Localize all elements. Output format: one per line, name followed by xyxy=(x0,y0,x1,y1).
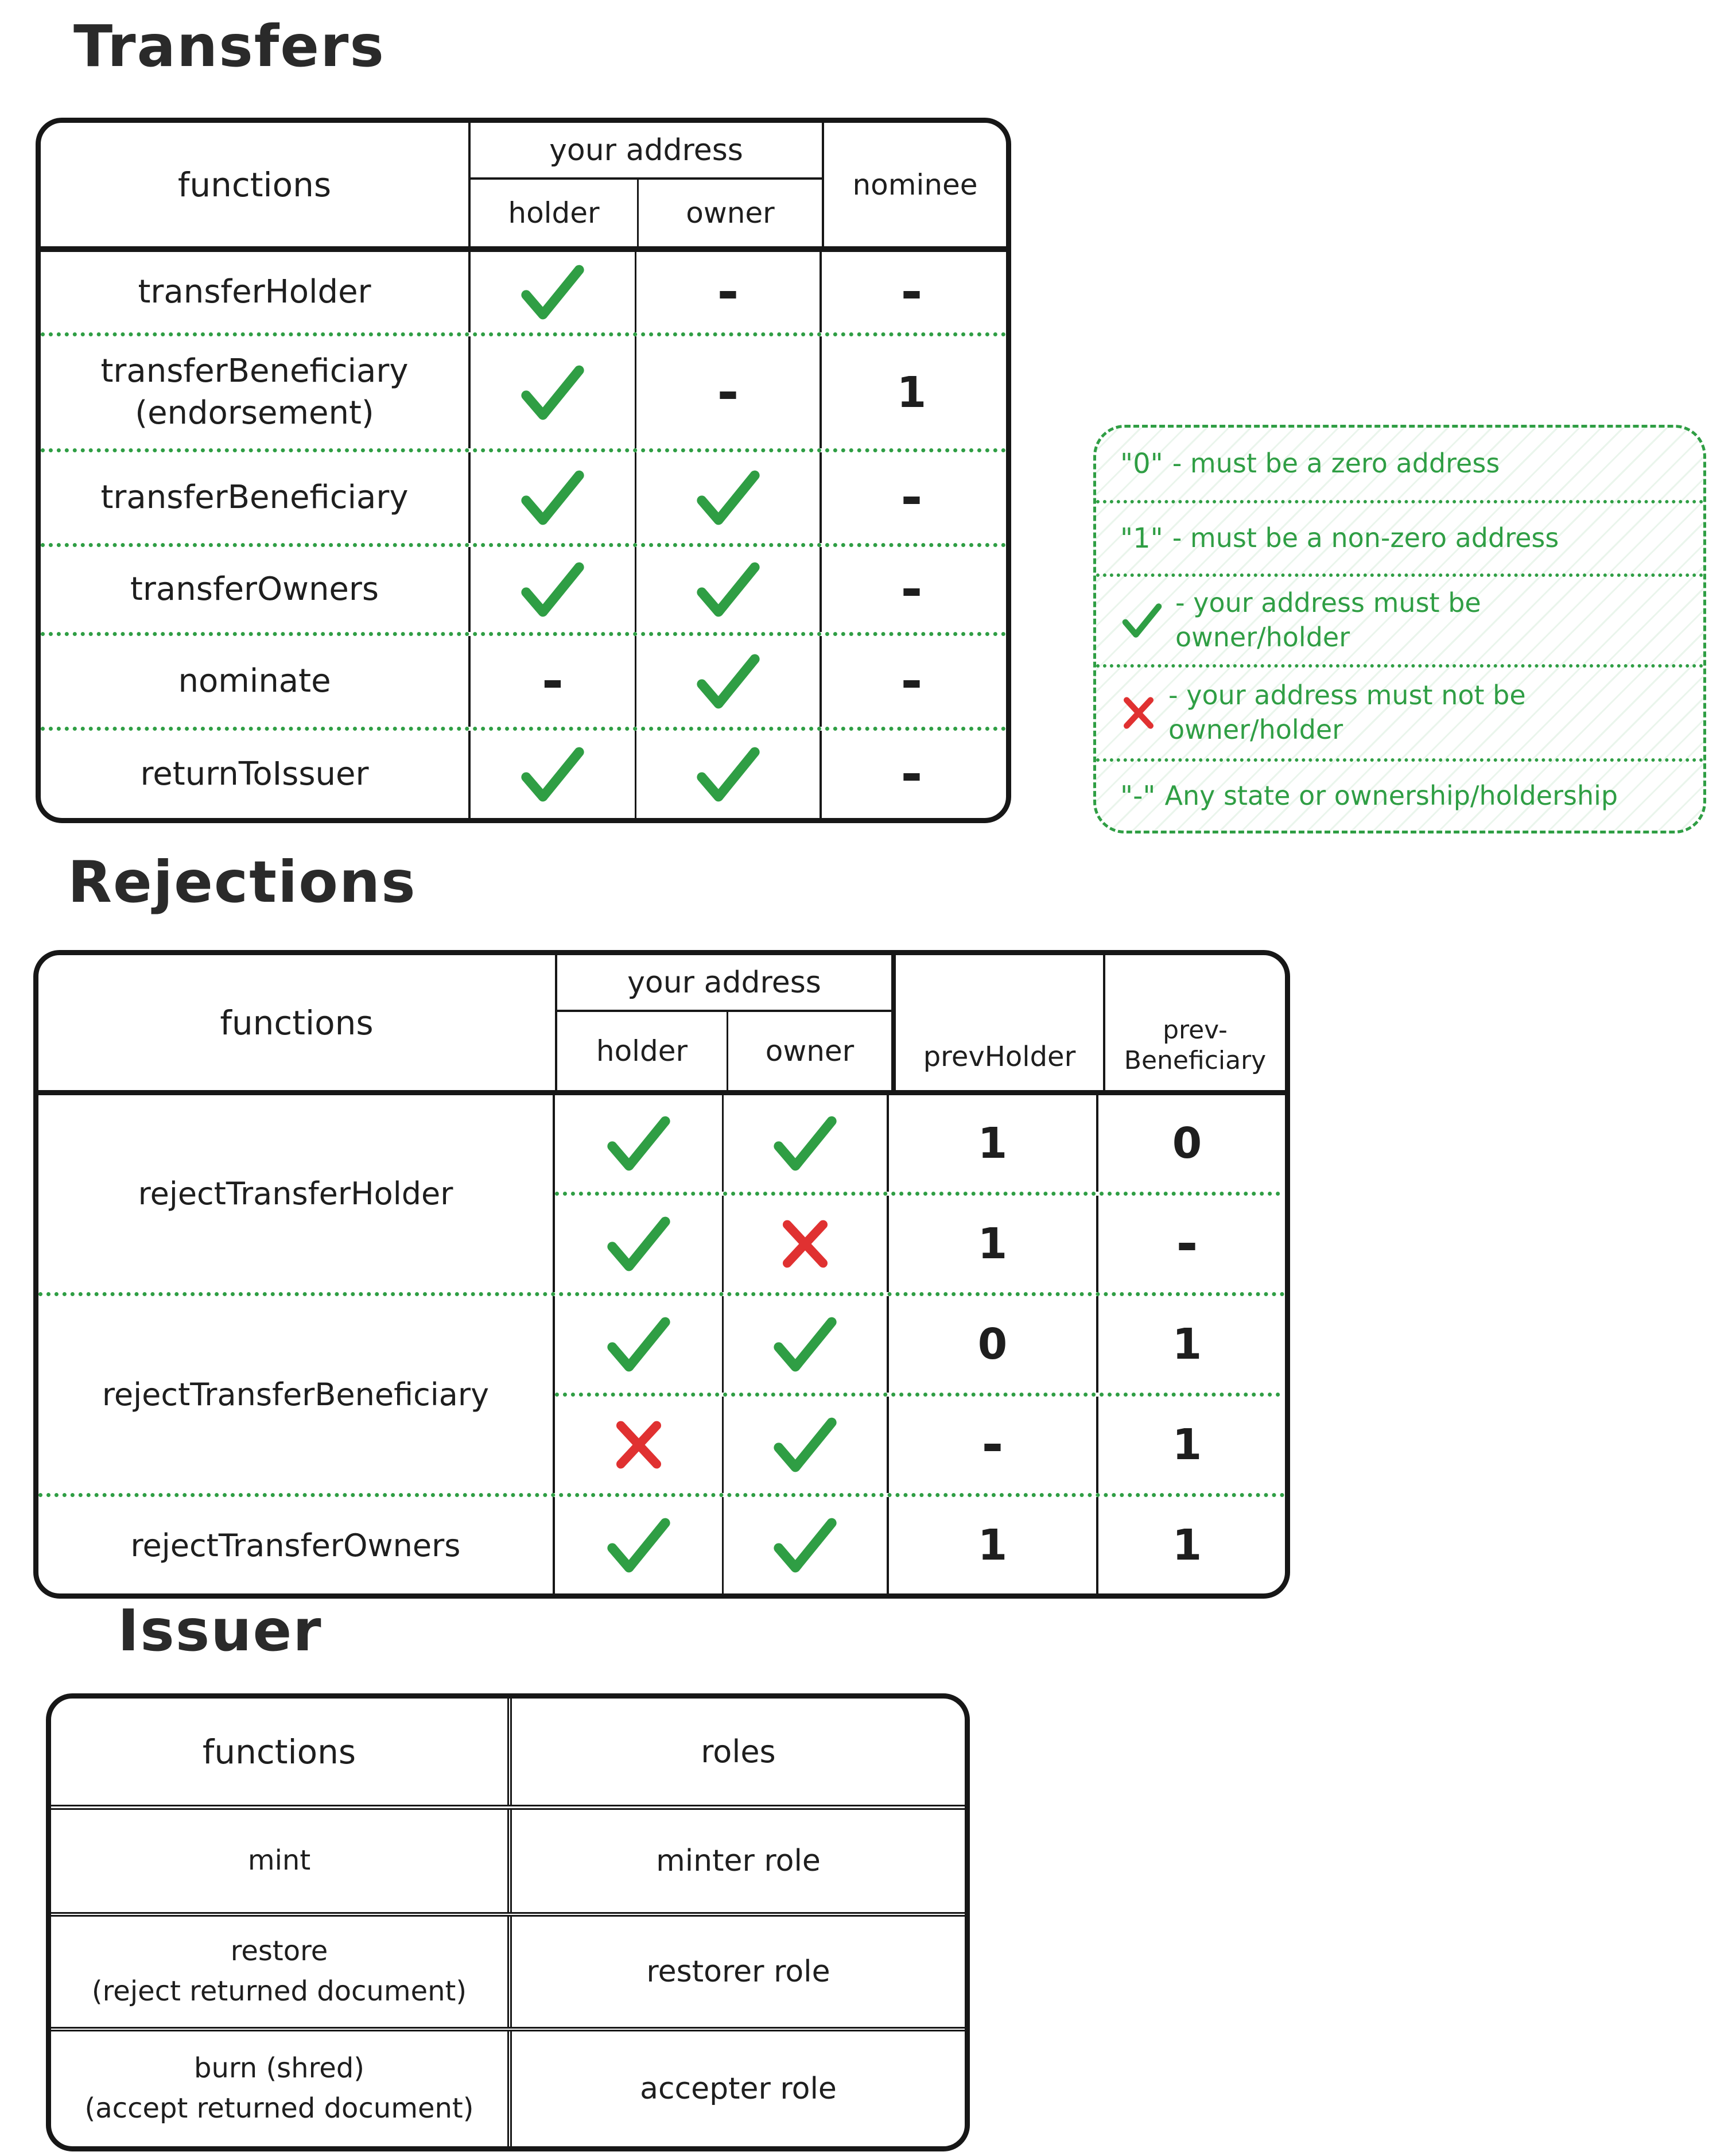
transfers-row xyxy=(41,727,1006,818)
transfers-owner-value-cell xyxy=(635,636,820,727)
rejections-row xyxy=(555,1095,1280,1192)
check-icon xyxy=(605,1516,673,1575)
function-name-line: (accept returned document) xyxy=(84,2092,474,2124)
transfers-holder-value-cell xyxy=(468,252,635,332)
transfers-holder-value-cell xyxy=(468,636,635,727)
transfers-holder-value-cell xyxy=(468,731,635,818)
rejections-section-title: Rejections xyxy=(68,848,417,916)
function-name-line: returnToIssuer xyxy=(140,755,369,793)
legend-text xyxy=(1172,521,1559,556)
transfers-nominee-value-cell xyxy=(820,731,1001,818)
value-text: 0 xyxy=(1172,1119,1202,1168)
function-name xyxy=(41,336,468,448)
rejections-owner-value-cell xyxy=(722,1296,887,1393)
column-header-prevholder: prevHolder xyxy=(894,955,1103,1090)
prev-beneficiary-line1: prev- xyxy=(1163,1015,1228,1045)
group-subheaders xyxy=(471,180,822,246)
issuer-table-body xyxy=(51,1810,965,2146)
value-text: 1 xyxy=(1172,1320,1202,1369)
rejections-row xyxy=(555,1497,1280,1593)
transfers-holder-value-cell xyxy=(468,336,635,448)
your-address-group-header xyxy=(468,123,824,246)
issuer-section-title: Issuer xyxy=(118,1597,323,1664)
rejections-prevb-value-cell xyxy=(1096,1095,1276,1192)
rejections-prevb-value-cell xyxy=(1096,1397,1276,1493)
rejections-prevh-value-cell xyxy=(887,1497,1096,1593)
check-icon xyxy=(605,1114,673,1173)
function-name-line: restore xyxy=(230,1935,328,1968)
dash-value: - xyxy=(717,261,739,323)
value-text: 1 xyxy=(977,1219,1008,1269)
dash-value: - xyxy=(1176,1213,1198,1275)
transfers-nominee-value-cell xyxy=(820,336,1001,448)
function-name: rejectTransferHolder xyxy=(38,1095,555,1292)
rejections-row xyxy=(555,1393,1280,1493)
column-header-owner: owner xyxy=(637,180,822,246)
function-name-line: transferBeneficiary xyxy=(100,352,409,390)
function-name-line: transferOwners xyxy=(130,570,379,608)
legend-text xyxy=(1175,586,1481,655)
dash-value: - xyxy=(900,467,923,529)
legend-text xyxy=(1172,447,1500,481)
your-address-group-header xyxy=(555,955,894,1090)
rejections-prevh-value-cell xyxy=(887,1397,1096,1493)
column-header-prev-beneficiary xyxy=(1103,955,1285,1090)
function-name-line: transferHolder xyxy=(138,273,371,311)
prev-beneficiary-line2: Beneficiary xyxy=(1124,1046,1267,1076)
transfers-owner-value-cell xyxy=(635,731,820,818)
transfers-nominee-value-cell xyxy=(820,252,1001,332)
column-header-functions: functions xyxy=(202,1732,356,1771)
legend-symbol: "1" xyxy=(1120,522,1163,555)
dash-value: - xyxy=(900,743,923,805)
function-name xyxy=(41,452,468,543)
transfers-table-body xyxy=(41,252,1006,818)
check-icon xyxy=(519,560,587,619)
rejections-prevh-value-cell xyxy=(887,1196,1096,1292)
dash-value: - xyxy=(900,559,923,621)
check-icon xyxy=(1120,602,1164,639)
function-name-line: mint xyxy=(247,1844,311,1877)
transfers-holder-value-cell xyxy=(468,452,635,543)
dash-value: - xyxy=(717,361,739,423)
function-name-line: transferBeneficiary xyxy=(100,478,409,516)
role-value-cell: restorer role xyxy=(507,1917,965,2027)
group-label-your-address: your address xyxy=(557,955,891,1012)
legend-item xyxy=(1096,758,1703,831)
rejections-holder-value-cell xyxy=(555,1196,722,1292)
legend-item xyxy=(1096,500,1703,573)
function-name: rejectTransferBeneficiary xyxy=(38,1296,555,1493)
legend-text-line: owner/holder xyxy=(1175,622,1350,653)
dash-value: - xyxy=(981,1414,1004,1476)
function-name xyxy=(51,1810,507,1912)
issuer-table xyxy=(46,1693,970,2151)
dash-value: - xyxy=(541,650,564,712)
check-icon xyxy=(694,468,762,527)
group-value-rows xyxy=(555,1095,1280,1292)
rejections-holder-value-cell xyxy=(555,1497,722,1593)
rejections-holder-value-cell xyxy=(555,1397,722,1493)
function-name-line: (endorsement) xyxy=(135,394,374,432)
value-text: 1 xyxy=(977,1521,1008,1570)
rejections-owner-value-cell xyxy=(722,1095,887,1192)
check-icon xyxy=(519,363,587,422)
check-icon xyxy=(519,745,587,804)
check-icon xyxy=(771,1114,839,1173)
rejections-owner-value-cell xyxy=(722,1497,887,1593)
check-icon xyxy=(605,1215,673,1273)
check-icon xyxy=(519,263,587,321)
rejections-function-group xyxy=(38,1292,1285,1493)
value-text: 0 xyxy=(977,1320,1008,1369)
legend-symbol: "0" xyxy=(1120,447,1163,480)
column-header-owner: owner xyxy=(727,1012,891,1090)
rejections-prevh-value-cell xyxy=(887,1296,1096,1393)
column-header-functions: functions xyxy=(220,1003,374,1042)
function-name-line: (reject returned document) xyxy=(91,1975,467,2007)
rejections-row xyxy=(555,1296,1280,1393)
rejections-owner-value-cell xyxy=(722,1397,887,1493)
function-name xyxy=(41,252,468,332)
transfers-table-header xyxy=(41,123,1006,252)
rejections-owner-value-cell xyxy=(722,1196,887,1292)
transfers-row xyxy=(41,543,1006,632)
legend-item xyxy=(1096,664,1703,758)
function-name xyxy=(41,731,468,818)
function-name xyxy=(41,547,468,632)
rejections-prevb-value-cell xyxy=(1096,1296,1276,1393)
value-text: 1 xyxy=(896,367,927,417)
rejections-holder-value-cell xyxy=(555,1095,722,1192)
group-subheaders xyxy=(557,1012,891,1090)
check-icon xyxy=(519,468,587,527)
role-value-cell: accepter role xyxy=(507,2031,965,2146)
function-name-line: nominate xyxy=(178,662,331,700)
column-header-functions: functions xyxy=(177,165,332,204)
legend-text-line: Any state or ownership/holdership xyxy=(1164,780,1618,812)
rejections-row xyxy=(555,1192,1280,1292)
transfers-holder-value-cell xyxy=(468,547,635,632)
column-header-roles: roles xyxy=(507,1699,965,1805)
function-name-line: burn (shred) xyxy=(193,2052,365,2085)
legend-item xyxy=(1096,573,1703,664)
rejections-function-group xyxy=(38,1493,1285,1593)
legend-symbol: "-" xyxy=(1120,780,1156,812)
issuer-table-header xyxy=(51,1699,965,1810)
issuer-row xyxy=(51,1810,965,1912)
legend-text-line: owner/holder xyxy=(1168,714,1343,745)
column-header-holder: holder xyxy=(508,196,600,230)
rejections-function-group xyxy=(38,1095,1285,1292)
transfers-table xyxy=(36,118,1011,823)
check-icon xyxy=(694,560,762,619)
check-icon xyxy=(605,1315,673,1374)
cross-icon xyxy=(1120,695,1157,731)
group-value-rows xyxy=(555,1296,1280,1493)
rejections-holder-value-cell xyxy=(555,1296,722,1393)
cross-icon xyxy=(778,1216,833,1271)
legend-text-line: - must be a non-zero address xyxy=(1172,522,1559,554)
check-icon xyxy=(771,1516,839,1575)
cross-icon xyxy=(611,1417,666,1472)
transfers-row xyxy=(41,448,1006,543)
function-name xyxy=(41,636,468,727)
rejections-table xyxy=(33,950,1290,1599)
legend-text xyxy=(1164,779,1618,813)
transfers-owner-value-cell xyxy=(635,452,820,543)
legend-text xyxy=(1168,678,1526,747)
transfers-row xyxy=(41,632,1006,727)
check-icon xyxy=(771,1416,839,1474)
rejections-prevb-value-cell xyxy=(1096,1497,1276,1593)
rejections-prevh-value-cell xyxy=(887,1095,1096,1192)
check-icon xyxy=(694,652,762,711)
dash-value: - xyxy=(900,261,923,323)
group-label-your-address: your address xyxy=(471,123,822,180)
issuer-row xyxy=(51,1912,965,2027)
transfers-section-title: Transfers xyxy=(73,13,385,80)
function-name xyxy=(51,2031,507,2146)
value-text: 1 xyxy=(1172,1420,1202,1469)
legend-text-line: - your address must not be xyxy=(1168,680,1526,711)
role-value-cell: minter role xyxy=(507,1810,965,1912)
transfers-nominee-value-cell xyxy=(820,547,1001,632)
legend-text-line: - must be a zero address xyxy=(1172,448,1500,479)
function-name: rejectTransferOwners xyxy=(38,1497,555,1593)
dash-value: - xyxy=(900,650,923,712)
transfers-owner-value-cell xyxy=(635,336,820,448)
check-icon xyxy=(771,1315,839,1374)
legend-box xyxy=(1093,425,1706,833)
transfers-nominee-value-cell xyxy=(820,452,1001,543)
function-name xyxy=(51,1917,507,2027)
transfers-row xyxy=(41,252,1006,332)
rejections-prevb-value-cell xyxy=(1096,1196,1276,1292)
transfers-nominee-value-cell xyxy=(820,636,1001,727)
rejections-table-header xyxy=(38,955,1285,1095)
legend-text-line: - your address must be xyxy=(1175,587,1481,619)
column-header-nominee: nominee xyxy=(852,168,978,201)
value-text: 1 xyxy=(1172,1521,1202,1570)
column-header-holder: holder xyxy=(596,1034,688,1068)
transfers-row xyxy=(41,332,1006,448)
rejections-table-body xyxy=(38,1095,1285,1593)
value-text: 1 xyxy=(977,1119,1008,1168)
transfers-owner-value-cell xyxy=(635,547,820,632)
transfers-owner-value-cell xyxy=(635,252,820,332)
legend-item xyxy=(1096,428,1703,500)
check-icon xyxy=(694,745,762,804)
group-value-rows xyxy=(555,1497,1280,1593)
issuer-row xyxy=(51,2027,965,2146)
